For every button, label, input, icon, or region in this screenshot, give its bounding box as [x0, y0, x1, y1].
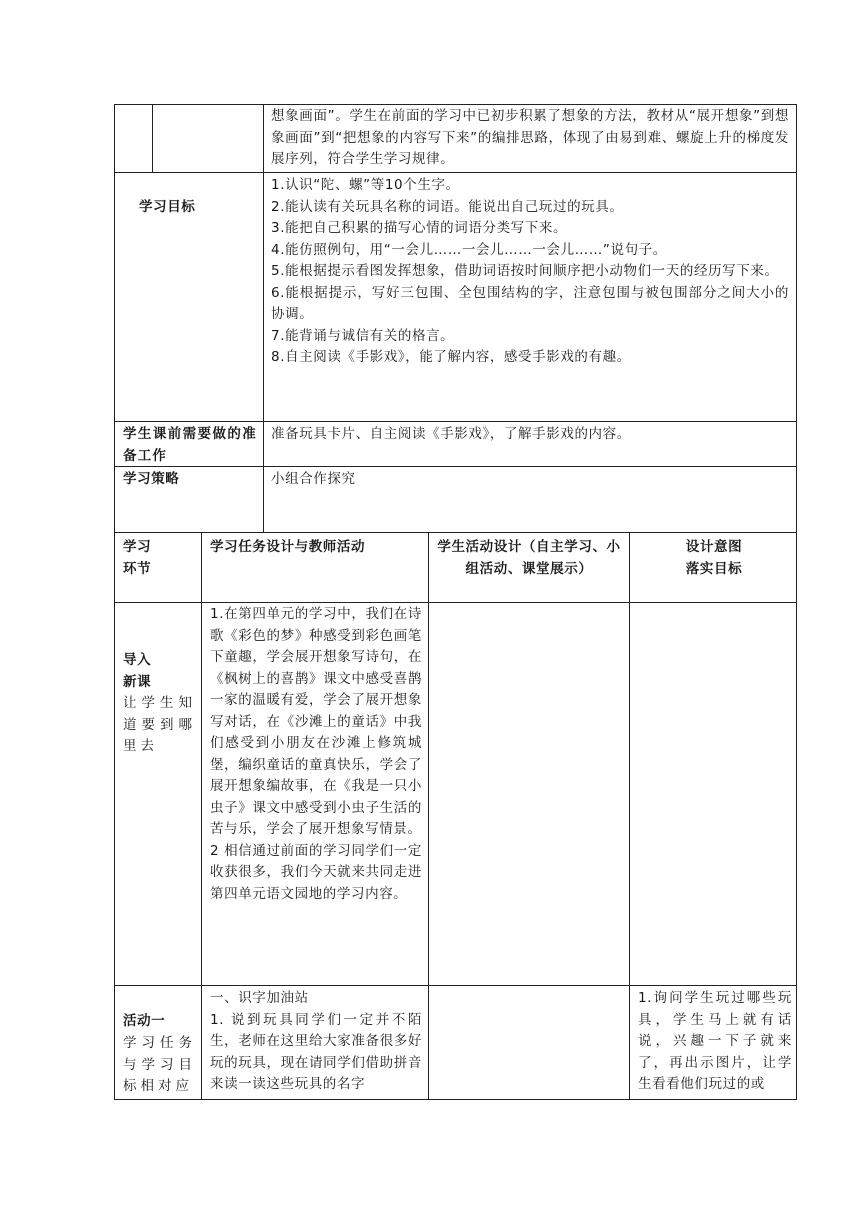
header-design-intent-line: 落实目标	[685, 560, 743, 577]
activity1-heading: 一、识字加油站	[210, 990, 309, 1006]
activity1-desc: 学习任务与学习目标相对应	[123, 1035, 196, 1094]
activity1-title: 活动一	[123, 1013, 166, 1029]
activity1-teacher-text: 1. 说到玩具同学们一定并不陌生，老师在这里给大家准备很多好玩的玩具，现在请同学们借助拼音来读一读这些玩具的名字	[210, 1011, 422, 1092]
intro-teacher-paragraph: 1.在第四单元的学习中，我们在诗歌《彩色的梦》种感受到彩色画笔下童趣，学会展开想象写诗句，在《枫树上的喜鹊》课文中感受喜鹊一家的温暖有爱，学会了展开想象写对话，在《沙滩上的童话》中我们感受到小朋友在沙滩上修筑城堡，编织童话的童真快乐，学会了展开想象编故事，在《我是一只小虫子》课文中感受到小虫子生活的苦与乐，学会了展开想象写情景。	[210, 606, 422, 837]
goal-item: 8.自主阅读《手影戏》，能了解内容，感受手影戏的有趣。	[271, 349, 631, 365]
goal-item: 7.能背诵与诚信有关的格言。	[271, 327, 455, 344]
goal-item: 2.能认读有关玩具名称的词语。能说出自己玩过的玩具。	[271, 198, 624, 215]
row-divider	[114, 172, 797, 173]
header-student-activity: 学生活动设计（自主学习、小组活动、课堂展示）	[437, 539, 621, 577]
prep-label: 学生课前需要做的准备工作	[123, 426, 257, 464]
header-teacher-activity: 学习任务设计与教师活动	[210, 539, 366, 555]
activity1-design-intent: 1.询问学生玩过哪些玩具，学生马上就有话说，兴趣一下子就来了，再出示图片，让学生看看他们玩过的或	[638, 990, 792, 1092]
goals-list	[271, 175, 789, 369]
row-divider	[114, 532, 797, 533]
goal-item: 5.能根据提示看图发挥想象，借助词语按时间顺序把小动物们一天的经历写下来。	[271, 263, 779, 279]
col-divider	[152, 104, 153, 172]
goal-item: 6.能根据提示，写好三包围、全包围结构的字，注意包围与被包围部分之间大小的协调。	[271, 284, 789, 322]
strategy-value: 小组合作探究	[271, 471, 356, 487]
goal-item: 4.能仿照例句，用“一会儿……一会儿……一会儿……”说句子。	[271, 241, 667, 258]
prep-value: 准备玩具卡片、自主阅读《手影戏》，了解手影戏的内容。	[271, 426, 631, 442]
col-divider	[629, 532, 630, 1100]
goals-label: 学习目标	[139, 199, 196, 215]
row-divider	[114, 602, 797, 603]
intro-teacher-activity	[210, 604, 422, 905]
header-learning-stage: 学习环节	[123, 539, 152, 577]
row-divider	[114, 985, 797, 986]
col-divider	[428, 532, 429, 1100]
header-design-intent-line: 设计意图	[685, 539, 743, 555]
goal-item: 3.能把自己积累的描写心情的词语分类写下来。	[271, 220, 568, 236]
intro-teacher-paragraph: 2 相信通过前面的学习同学们一定收获很多，我们今天就来共同走进第四单元语文园地的学习内容。	[210, 842, 422, 902]
col-divider	[263, 104, 264, 533]
activity1-teacher-activity	[210, 988, 422, 1096]
col-divider	[201, 532, 202, 1100]
row-divider	[114, 421, 797, 422]
intro-stage-title: 导入新课	[123, 652, 152, 690]
strategy-label: 学习策略	[123, 471, 180, 487]
intro-stage-desc: 让学生知道要到哪里去	[123, 695, 196, 754]
material-analysis-text: 想象画面”。学生在前面的学习中已初步积累了想象的方法，教材从“展开想象”到想象画面”到“把想象的内容写下来”的编排思路，体现了由易到难、螺旋上升的梯度发展序列，符合学生学习规律。	[271, 108, 789, 167]
goal-item: 1.认识“陀、螺”等10个生字。	[271, 177, 460, 193]
header-design-intent	[636, 537, 792, 580]
